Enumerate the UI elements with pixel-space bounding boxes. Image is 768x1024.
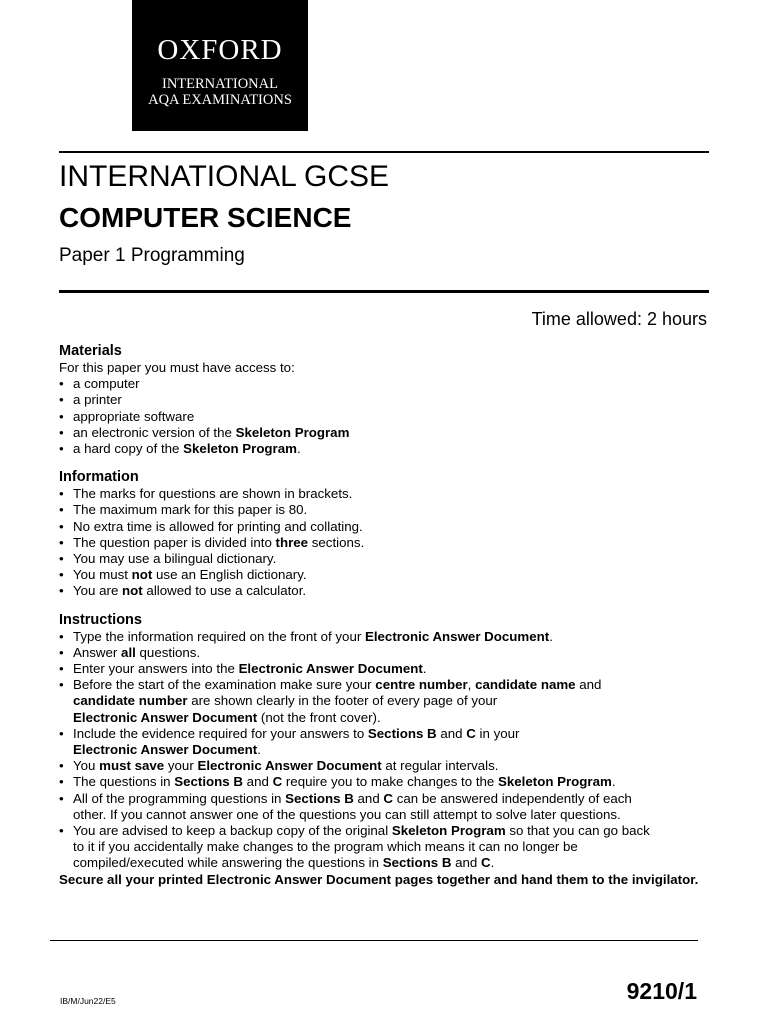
list-item: • Before the start of the examination make sure your centre number, candidate name and candidate number are shown clearly in the footer of every page of your Electronic Answer Document (not the front cover). bbox=[59, 677, 709, 726]
header-rule bbox=[59, 290, 709, 293]
time-allowed: Time allowed: 2 hours bbox=[531, 309, 707, 329]
logo-subtitle bbox=[132, 76, 308, 108]
logo-line-2: AQA EXAMINATIONS bbox=[148, 92, 292, 108]
materials-section bbox=[59, 343, 709, 457]
footer-reference-code: IB/M/Jun22/E5 bbox=[60, 996, 116, 1006]
list-item: • a computer bbox=[59, 376, 709, 392]
information-section bbox=[59, 469, 709, 599]
information-heading: Information bbox=[59, 469, 139, 486]
list-item: • The questions in Sections B and C require you to make changes to the Skeleton Program. bbox=[59, 774, 709, 790]
list-item: • You must save your Electronic Answer Document at regular intervals. bbox=[59, 758, 709, 774]
cover-content bbox=[59, 343, 709, 888]
list-item: • The marks for questions are shown in brackets. bbox=[59, 486, 709, 502]
oxford-aqa-logo bbox=[132, 0, 308, 131]
closing-statement: Secure all your printed Electronic Answer Document pages together and hand them to the invigilator. bbox=[59, 871, 699, 887]
qualification-title: INTERNATIONAL GCSE bbox=[59, 160, 390, 193]
list-item: • The maximum mark for this paper is 80. bbox=[59, 502, 709, 518]
list-item: • appropriate software bbox=[59, 409, 709, 425]
logo-brand: OXFORD bbox=[157, 34, 283, 66]
instructions-list bbox=[59, 629, 709, 872]
information-list bbox=[59, 486, 709, 599]
list-item: • All of the programming questions in Sections B and C can be answered independently of each other. If you cannot answer one of the questions you can still attempt to solve later questions. bbox=[59, 791, 709, 823]
instructions-heading: Instructions bbox=[59, 611, 142, 628]
list-item: • Type the information required on the front of your Electronic Answer Document. bbox=[59, 629, 709, 645]
list-item: • No extra time is allowed for printing and collating. bbox=[59, 519, 709, 535]
materials-intro: For this paper you must have access to: bbox=[59, 360, 295, 375]
list-item: • a hard copy of the Skeleton Program. bbox=[59, 441, 709, 457]
paper-title: Paper 1 Programming bbox=[59, 245, 245, 266]
list-item: • You are advised to keep a backup copy of the original Skeleton Program so that you can go back to it if you accidentally make changes to the program which means it can no longer be compiled/executed while answering the questions in Sections B and C. bbox=[59, 823, 709, 872]
list-item: • Include the evidence required for your answers to Sections B and C in your Electronic Answer Document. bbox=[59, 726, 709, 758]
logo-line-1: INTERNATIONAL bbox=[162, 76, 278, 92]
list-item: • Answer all questions. bbox=[59, 645, 709, 661]
list-item: • an electronic version of the Skeleton Program bbox=[59, 425, 709, 441]
list-item: • You may use a bilingual dictionary. bbox=[59, 551, 709, 567]
list-item: • The question paper is divided into three sections. bbox=[59, 535, 709, 551]
subject-title: COMPUTER SCIENCE bbox=[59, 202, 352, 233]
top-rule bbox=[59, 151, 709, 153]
paper-code: 9210/1 bbox=[626, 978, 697, 1004]
list-item: • You are not allowed to use a calculator. bbox=[59, 583, 709, 599]
footer-rule bbox=[50, 940, 698, 941]
list-item: • a printer bbox=[59, 392, 709, 408]
instructions-section bbox=[59, 612, 709, 872]
list-item: • You must not use an English dictionary. bbox=[59, 567, 709, 583]
list-item: • Enter your answers into the Electronic Answer Document. bbox=[59, 661, 709, 677]
materials-heading: Materials bbox=[59, 343, 122, 359]
materials-list bbox=[59, 376, 709, 457]
